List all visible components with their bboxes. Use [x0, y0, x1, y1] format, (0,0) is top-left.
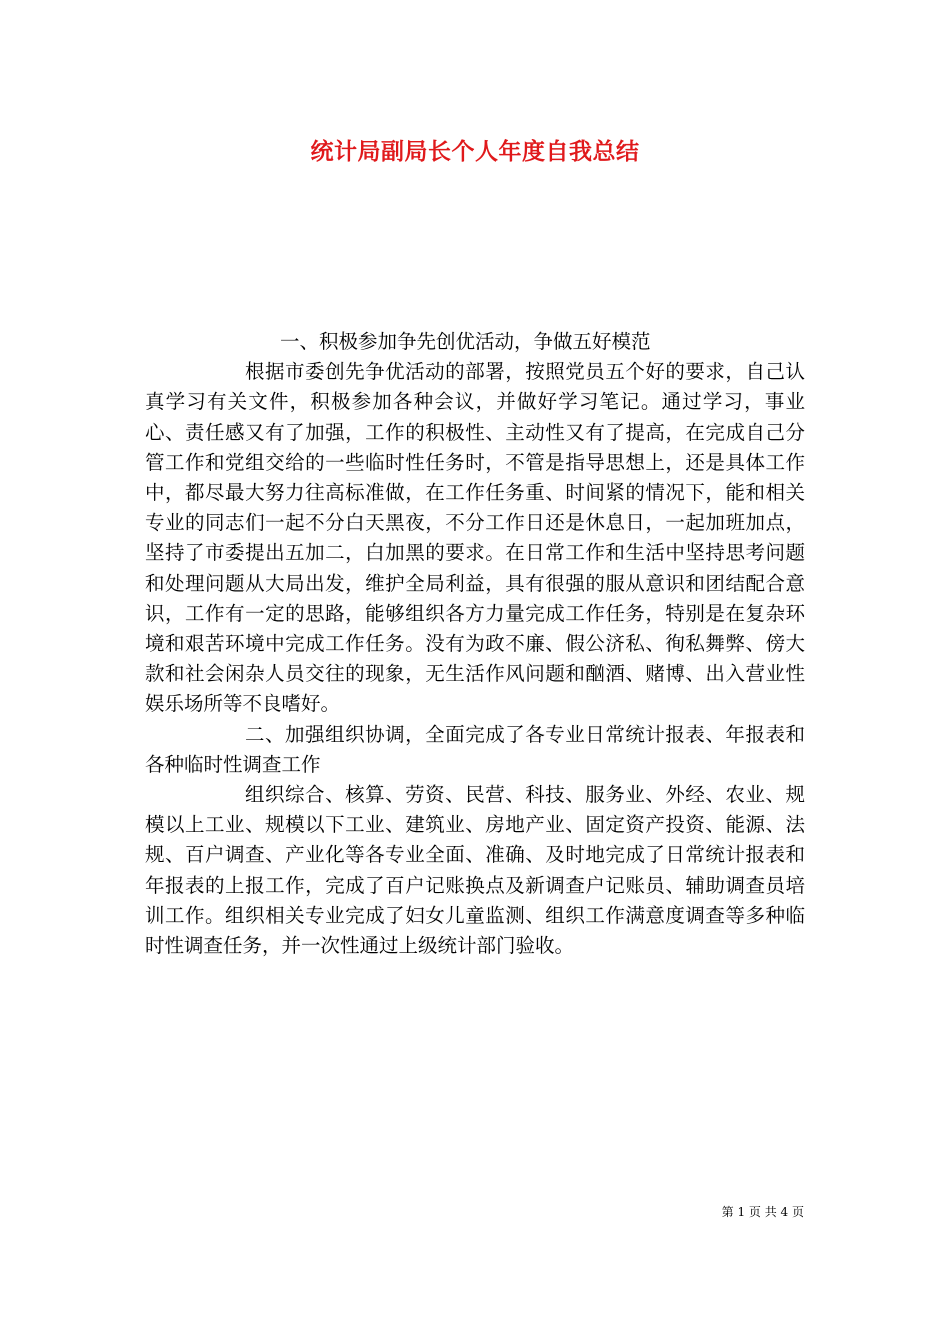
document-body [145, 327, 805, 961]
document-title: 统计局副局长个人年度自我总结 [310, 138, 640, 165]
section-paragraph-1: 根据市委创先争优活动的部署，按照党员五个好的要求，自己认真学习有关文件，积极参加各种会议，并做好学习笔记。通过学习，事业心、责任感又有了加强，工作的积极性、主动性又有了提高，在完成自己分管工作和党组交给的一些临时性任务时，不管是指导思想上，还是具体工作中，都尽最大努力往高标准做，在工作任务重、时间紧的情况下，能和相关专业的同志们一起不分白天黑夜，不分工作日还是休息日，一起加班加点，坚持了市委提出五加二，白加黑的要求。在日常工作和生活中坚持思考问题和处理问题从大局出发，维护全局利益，具有很强的服从意识和团结配合意识，工作有一定的思路，能够组织各方力量完成工作任务，特别是在复杂环境和艰苦环境中完成工作任务。没有为政不廉、假公济私、徇私舞弊、傍大款和社会闲杂人员交往的现象，无生活作风问题和酗酒、赌博、出入营业性娱乐场所等不良嗜好。 [145, 360, 805, 716]
section-paragraph-2: 组织综合、核算、劳资、民营、科技、服务业、外经、农业、规模以上工业、规模以下工业、建筑业、房地产业、固定资产投资、能源、法规、百户调查、产业化等各专业全面、准确、及时地完成了日常统计报表和年报表的上报工作，完成了百户记账换点及新调查户记账员、辅助调查员培训工作。组织相关专业完成了妇女儿童监测、组织工作满意度调查等多种临时性调查任务，并一次性通过上级统计部门验收。 [145, 783, 805, 958]
section-heading-2: 二、加强组织协调，全面完成了各专业日常统计报表、年报表和各种临时性调查工作 [145, 722, 805, 776]
page-number: 第 1 页 共 4 页 [721, 1205, 804, 1219]
section-heading-1: 一、积极参加争先创优活动，争做五好模范 [280, 330, 651, 353]
